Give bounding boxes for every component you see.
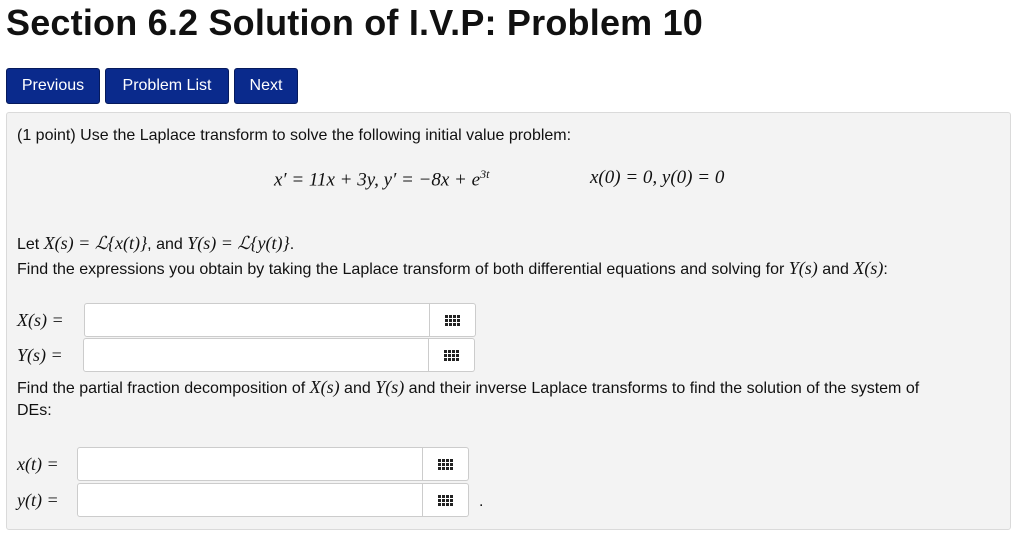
x-transform-def: X(s) = ℒ{x(t)} xyxy=(43,233,148,253)
let-and: , and xyxy=(147,236,188,253)
let-text: Let xyxy=(17,236,44,253)
grid-icon xyxy=(438,459,453,470)
problem-intro: (1 point) Use the Laplace transform to solve the following initial value problem: xyxy=(17,127,572,144)
previous-button[interactable]: Previous xyxy=(6,68,100,104)
find-text-b: and xyxy=(817,261,854,278)
yt-equation-editor-button[interactable] xyxy=(423,483,469,517)
problem-list-button[interactable]: Problem List xyxy=(105,68,229,104)
ode-equations: x′ = 11x + 3y, y′ = −8x + e xyxy=(274,169,481,191)
ys-label: Y(s) = xyxy=(17,345,63,365)
pf-text-c: and their inverse Laplace transforms to find the solution of the system of xyxy=(404,380,920,397)
find-math-y: Y(s) xyxy=(788,258,818,278)
initial-conditions: x(0) = 0, y(0) = 0 xyxy=(590,167,725,188)
let-definition xyxy=(17,233,294,254)
yt-answer-input[interactable] xyxy=(77,483,423,517)
grid-icon xyxy=(444,350,459,361)
pf-text-a: Find the partial fraction decomposition of xyxy=(17,380,310,397)
grid-icon xyxy=(438,495,453,506)
find-text-c: : xyxy=(883,261,888,278)
find-expressions-text xyxy=(17,258,888,279)
next-button[interactable]: Next xyxy=(234,68,298,104)
xs-answer-input[interactable] xyxy=(84,303,430,337)
ode-system xyxy=(274,167,489,191)
y-transform-def: Y(s) = ℒ{y(t)} xyxy=(187,233,290,253)
ys-answer-input[interactable] xyxy=(83,338,429,372)
partial-fraction-text-cont: DEs: xyxy=(17,402,52,419)
find-math-x: X(s) xyxy=(853,258,884,278)
yt-label: y(t) = xyxy=(17,490,59,510)
pf-math-y: Y(s) xyxy=(375,377,405,397)
page-title: Section 6.2 Solution of I.V.P: Problem 10 xyxy=(6,2,704,43)
exponent: 3t xyxy=(480,167,490,181)
xt-answer-input[interactable] xyxy=(77,447,423,481)
ys-equation-editor-button[interactable] xyxy=(429,338,475,372)
trailing-period: . xyxy=(479,493,484,510)
pf-math-x: X(s) xyxy=(309,377,340,397)
find-text-a: Find the expressions you obtain by taking the Laplace transform of both differential equations and solving for xyxy=(17,261,789,278)
problem-panel xyxy=(6,112,1011,530)
problem-navigation xyxy=(6,68,298,104)
let-period: . xyxy=(289,236,295,253)
xt-label: x(t) = xyxy=(17,454,59,474)
partial-fraction-text xyxy=(17,377,919,398)
xs-equation-editor-button[interactable] xyxy=(430,303,476,337)
xs-label: X(s) = xyxy=(17,310,64,330)
pf-text-b: and xyxy=(339,380,376,397)
grid-icon xyxy=(445,315,460,326)
xt-equation-editor-button[interactable] xyxy=(423,447,469,481)
